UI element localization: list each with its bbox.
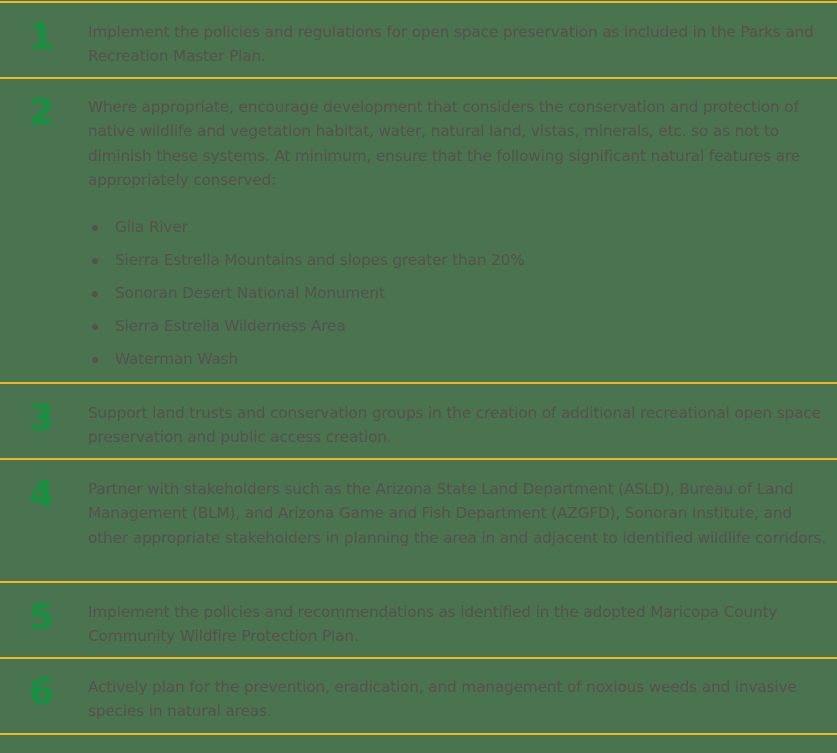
item-number: 5 — [28, 597, 54, 638]
bullet-icon — [92, 225, 98, 231]
bullet-icon — [92, 357, 98, 363]
item-text: Implement the policies and regulations for open space preservation as included in the Parks and Recreation Master Plan. — [88, 23, 814, 66]
item-text: Actively plan for the prevention, eradication, and management of noxious weeds and invasive species in natural areas. — [88, 678, 797, 721]
bullet-item — [88, 244, 525, 277]
policy-item-1 — [0, 3, 837, 78]
divider — [0, 733, 837, 735]
bullet-text: Sonoran Desert National Monument — [115, 284, 385, 302]
item-number: 6 — [28, 672, 54, 713]
bullet-item — [88, 211, 525, 244]
item-text: Partner with stakeholders such as the Arizona State Land Department (ASLD), Bureau of Land Management (BLM), and Arizona Game and Fish Department (AZGFD), Sonoran Institute, and other appropriate stakeholders in planning the area in and adjacent to identified wildlife corridors. — [88, 480, 827, 547]
item-text: Support land trusts and conservation groups in the creation of additional recreational open space preservation and public access creation. — [88, 404, 821, 447]
policy-item-4 — [0, 460, 837, 581]
bullet-item — [88, 310, 525, 343]
policy-item-3 — [0, 384, 837, 458]
bullet-icon — [92, 258, 98, 264]
item-text: Implement the policies and recommendations as identified in the adopted Maricopa County Community Wildfire Protection Plan. — [88, 603, 778, 646]
bullet-text: Sierra Estrella Wilderness Area — [115, 317, 346, 335]
item-text: Where appropriate, encourage development that considers the conservation and protection of native wildlife and vegetation habitat, water, natural land, vistas, minerals, etc. so as not to diminish these systems. At minimum, ensure that the following significant natural features are appropriately conserved: — [88, 98, 800, 189]
policy-item-5 — [0, 583, 837, 657]
bullet-icon — [92, 324, 98, 330]
bullet-icon — [92, 291, 98, 297]
item-number: 1 — [28, 17, 54, 58]
bullet-item — [88, 343, 525, 376]
bullet-text: Sierra Estrella Mountains and slopes greater than 20% — [115, 251, 525, 269]
item-number: 3 — [28, 398, 54, 439]
bullet-text: Waterman Wash — [115, 350, 239, 368]
item-number: 2 — [28, 92, 54, 133]
policy-item-6 — [0, 659, 837, 733]
item-number: 4 — [28, 474, 54, 515]
bullet-item — [88, 277, 525, 310]
policy-item-2 — [0, 79, 837, 382]
natural-features-list — [88, 211, 525, 376]
bullet-text: Gila River — [115, 218, 188, 236]
